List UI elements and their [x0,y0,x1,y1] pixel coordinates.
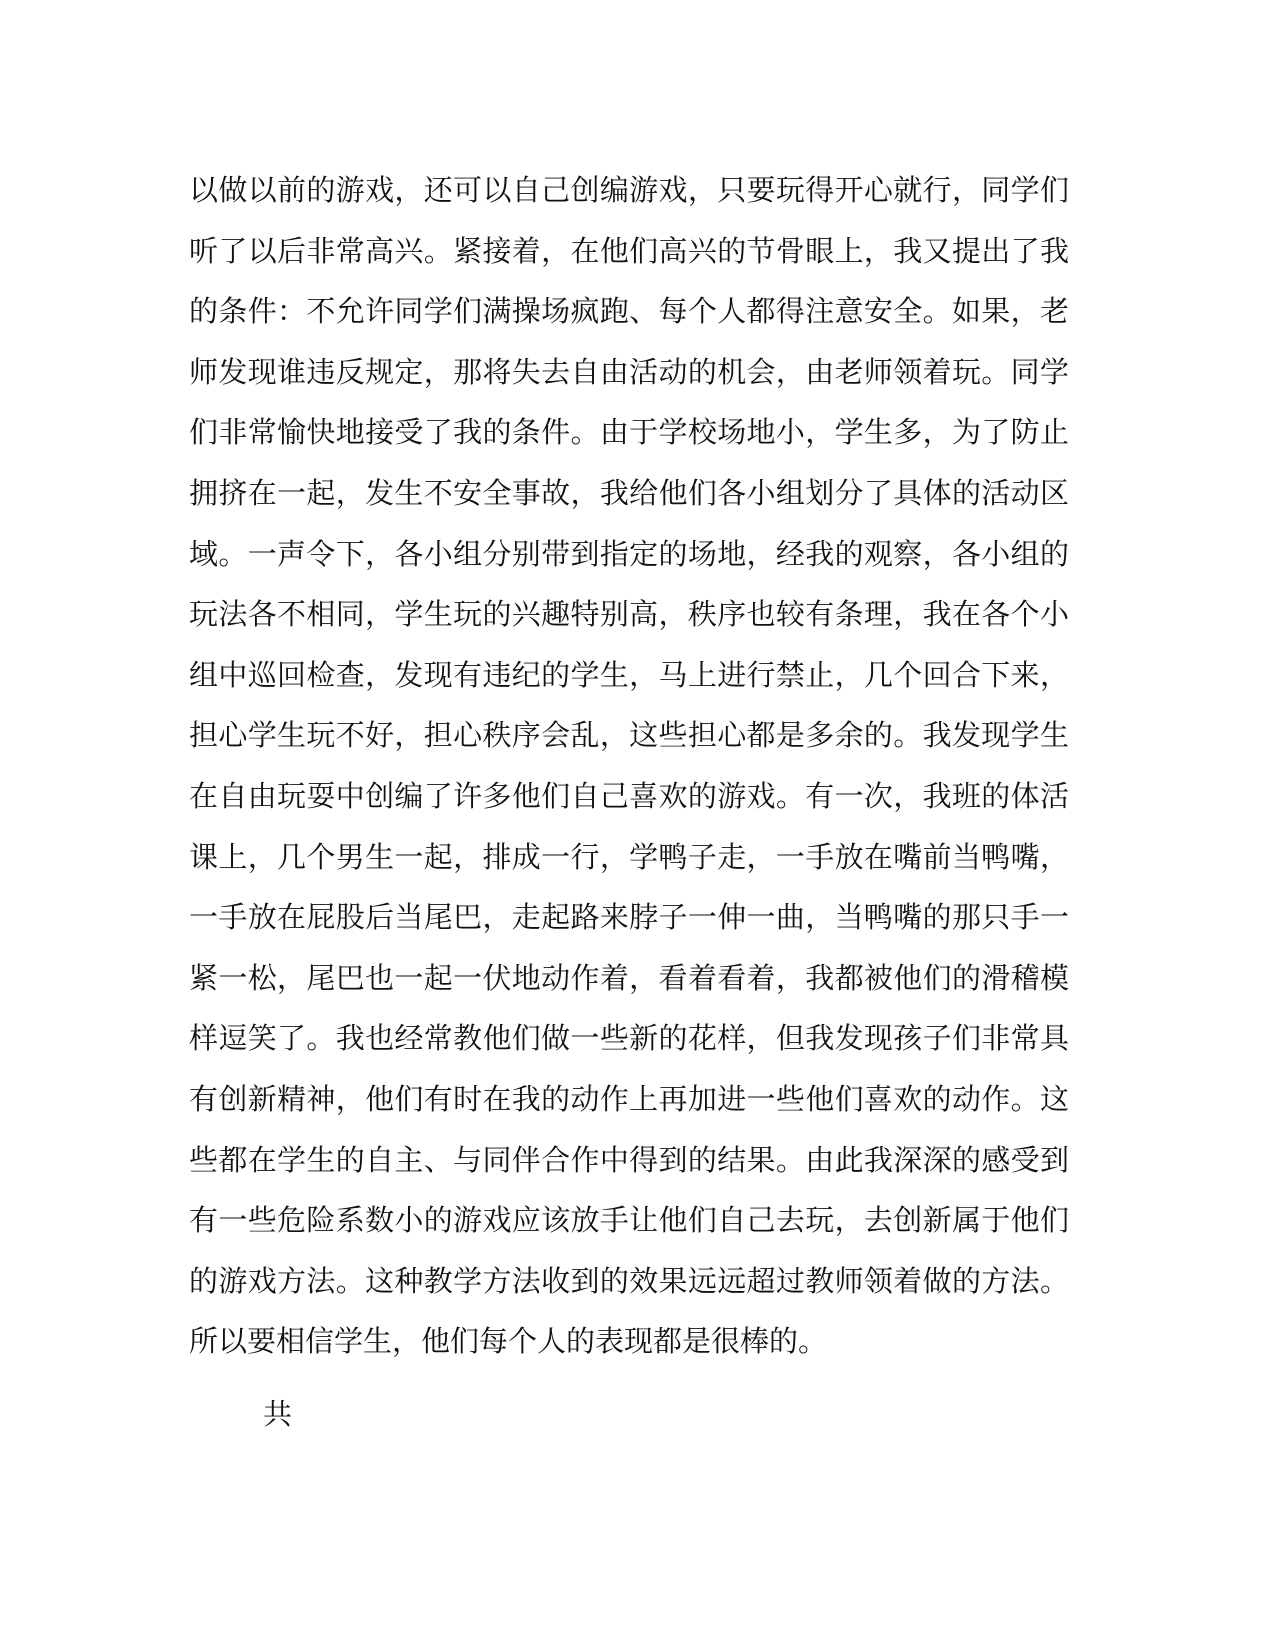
paragraph-line: 组中巡回检查，发现有违纪的学生，马上进行禁止，几个回合下来， [189,657,1069,692]
paragraph-line: 样逗笑了。我也经常教他们做一些新的花样，但我发现孩子们非常具 [189,1021,1069,1056]
paragraph-line: 在自由玩耍中创编了许多他们自己喜欢的游戏。有一次，我班的体活 [189,778,1069,813]
paragraph-line: 师发现谁违反规定，那将失去自由活动的机会，由老师领着玩。同学 [189,354,1069,389]
paragraph-line: 有创新精神，他们有时在我的动作上再加进一些他们喜欢的动作。这 [189,1081,1069,1116]
body-paragraph [189,160,1069,1372]
paragraph-line: 玩法各不相同，学生玩的兴趣特别高，秩序也较有条理，我在各个小 [189,597,1069,632]
paragraph-line: 的游戏方法。这种教学方法收到的效果远远超过教师领着做的方法。 [189,1263,1069,1298]
paragraph-line: 担心学生玩不好，担心秩序会乱，这些担心都是多余的。我发现学生 [189,718,1069,753]
paragraph-line: 有一些危险系数小的游戏应该放手让他们自己去玩，去创新属于他们 [189,1203,1069,1238]
trailing-text: 共 [263,1397,293,1431]
paragraph-line: 所以要相信学生，他们每个人的表现都是很棒的。 [189,1324,828,1359]
paragraph-line: 听了以后非常高兴。紧接着，在他们高兴的节骨眼上，我又提出了我 [189,233,1069,268]
paragraph-line: 课上，几个男生一起，排成一行，学鸭子走，一手放在嘴前当鸭嘴， [189,839,1069,874]
paragraph-line: 们非常愉快地接受了我的条件。由于学校场地小，学生多，为了防止 [189,415,1069,450]
paragraph-line: 紧一松，尾巴也一起一伏地动作着，看着看着，我都被他们的滑稽模 [189,960,1069,995]
paragraph-line: 些都在学生的自主、与同伴合作中得到的结果。由此我深深的感受到 [189,1142,1069,1177]
paragraph-line: 的条件：不允许同学们满操场疯跑、每个人都得注意安全。如果，老 [189,294,1069,329]
paragraph-line: 一手放在屁股后当尾巴，走起路来脖子一伸一曲，当鸭嘴的那只手一 [189,900,1069,935]
paragraph-line: 域。一声令下，各小组分别带到指定的场地，经我的观察，各小组的 [189,536,1069,571]
paragraph-line: 拥挤在一起，发生不安全事故，我给他们各小组划分了具体的活动区 [189,475,1069,510]
paragraph-line: 以做以前的游戏，还可以自己创编游戏，只要玩得开心就行，同学们 [189,173,1069,207]
